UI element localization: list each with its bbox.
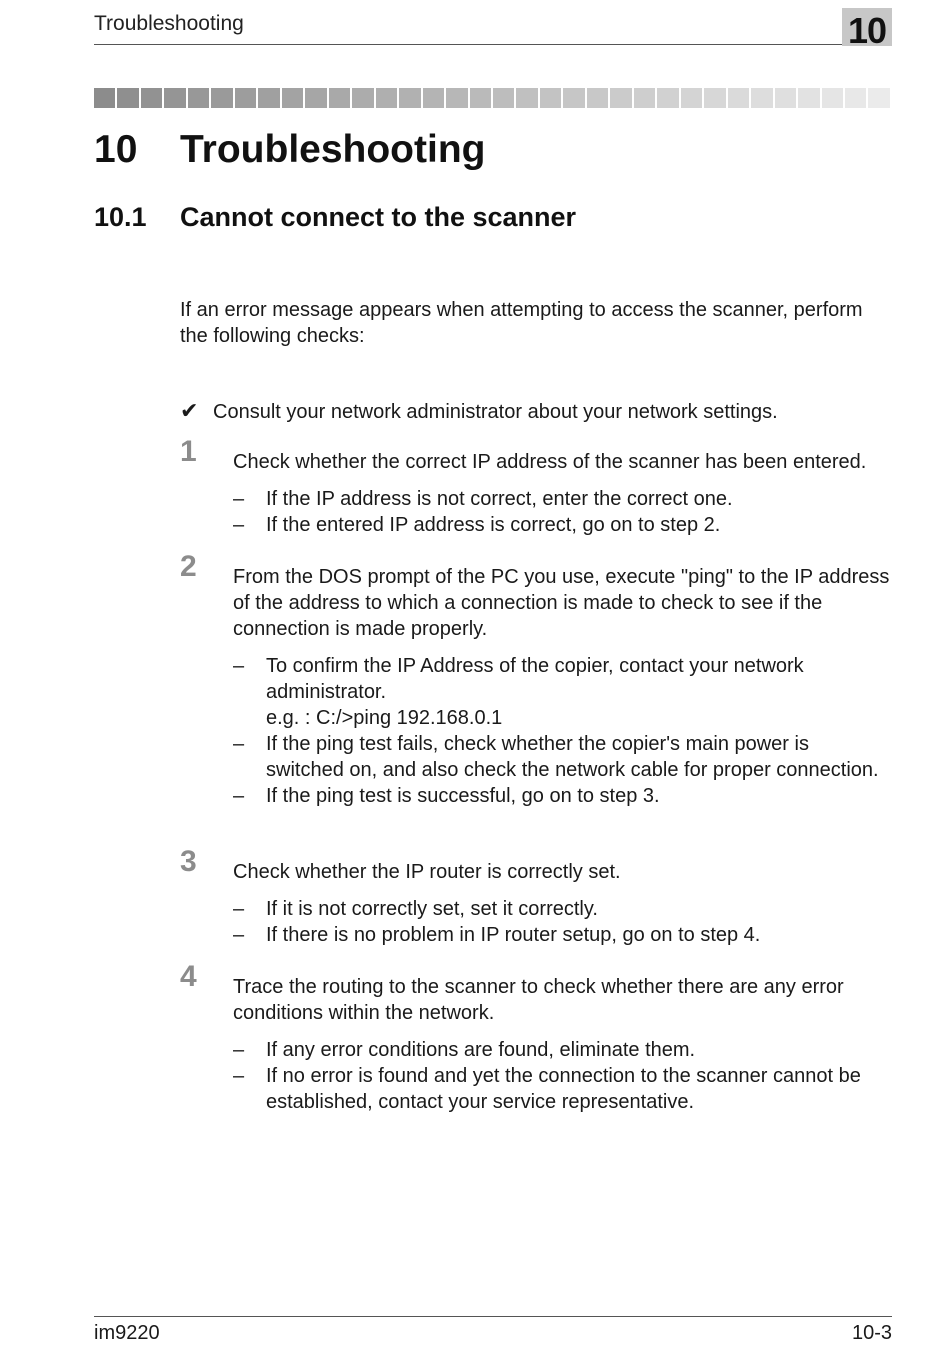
gradient-segment [235, 88, 256, 108]
gradient-segment [423, 88, 444, 108]
gradient-segment [329, 88, 350, 108]
substep: – If the ping test fails, check whether the copier's main power is switched on, and also check the network cable for proper connection. [233, 733, 879, 781]
chapter-heading-title: Troubleshooting [180, 128, 486, 171]
step-2 [180, 550, 892, 825]
gradient-segment [516, 88, 537, 108]
gradient-segment [540, 88, 561, 108]
ping-example: e.g. : C:/>ping 192.168.0.1 [266, 707, 503, 729]
step-text: Trace the routing to the scanner to check whether there are any error conditions within the network. [233, 976, 844, 1024]
dash-icon: – [233, 785, 245, 807]
step-substeps [233, 1037, 892, 1115]
gradient-segment [188, 88, 209, 108]
substep: – If the IP address is not correct, enter the correct one. [233, 488, 733, 510]
gradient-segment [798, 88, 819, 108]
decorative-gradient-bar [94, 88, 892, 108]
footer-page-number: 10-3 [851, 1322, 892, 1344]
gradient-segment [470, 88, 491, 108]
step-number: 4 [180, 960, 197, 993]
dash-icon: – [233, 924, 245, 946]
chapter-heading [94, 128, 485, 172]
footer-model: im9220 [94, 1322, 160, 1344]
substep: – If there is no problem in IP router setup, go on to step 4. [233, 924, 761, 946]
gradient-segment [775, 88, 796, 108]
gradient-segment [704, 88, 725, 108]
check-item-text: Consult your network administrator about your network settings. [213, 401, 778, 423]
gradient-segment [164, 88, 185, 108]
dash-icon: – [233, 1065, 245, 1087]
step-text: From the DOS prompt of the PC you use, execute "ping" to the IP address of the address to which a connection is made to check to see if the connection is made properly. [233, 566, 890, 640]
gradient-segment [493, 88, 514, 108]
gradient-segment [376, 88, 397, 108]
gradient-segment [822, 88, 843, 108]
substep: – If the entered IP address is correct, go on to step 2. [233, 514, 721, 536]
step-4 [180, 960, 892, 1131]
step-3 [180, 845, 892, 964]
dash-icon: – [233, 1039, 245, 1061]
gradient-segment [258, 88, 279, 108]
step-substeps [233, 486, 892, 538]
step-number: 2 [180, 550, 197, 583]
gradient-segment [141, 88, 162, 108]
gradient-segment [282, 88, 303, 108]
dash-icon: – [233, 655, 245, 677]
intro-paragraph: If an error message appears when attempting to access the scanner, perform the following checks: [180, 299, 863, 347]
chapter-heading-number: 10 [94, 128, 138, 171]
dash-icon: – [233, 514, 245, 536]
gradient-segment [305, 88, 326, 108]
gradient-segment [657, 88, 678, 108]
dash-icon: – [233, 488, 245, 510]
substep: – If the ping test is successful, go on to step 3. [233, 785, 660, 807]
gradient-segment [728, 88, 749, 108]
gradient-segment [563, 88, 584, 108]
substep: – To confirm the IP Address of the copier, contact your network administrator. e.g. : C:/>ping 192.168.0.1 [233, 653, 892, 731]
gradient-segment [751, 88, 772, 108]
gradient-segment [634, 88, 655, 108]
gradient-segment [399, 88, 420, 108]
step-substeps [233, 896, 892, 948]
gradient-segment [211, 88, 232, 108]
header-rule [94, 44, 892, 45]
dash-icon: – [233, 733, 245, 755]
step-number: 1 [180, 435, 197, 468]
dash-icon: – [233, 898, 245, 920]
substep: – If it is not correctly set, set it correctly. [233, 898, 598, 920]
section-heading-title: Cannot connect to the scanner [180, 202, 577, 232]
step-1 [180, 435, 892, 554]
section-heading [94, 202, 576, 233]
step-number: 3 [180, 845, 197, 878]
substep: – If no error is found and yet the connection to the scanner cannot be established, contact your service representative. [233, 1065, 861, 1113]
gradient-segment [868, 88, 889, 108]
check-item [180, 398, 778, 425]
gradient-segment [681, 88, 702, 108]
step-text: Check whether the IP router is correctly set. [233, 861, 621, 883]
checkmark-icon: ✔ [180, 398, 199, 423]
gradient-segment [94, 88, 115, 108]
footer-rule [94, 1316, 892, 1317]
section-heading-number: 10.1 [94, 202, 147, 232]
step-text: Check whether the correct IP address of the scanner has been entered. [233, 451, 867, 473]
substep: – If any error conditions are found, eliminate them. [233, 1039, 696, 1061]
gradient-segment [117, 88, 138, 108]
step-substeps [233, 653, 892, 809]
gradient-segment [845, 88, 866, 108]
gradient-segment [352, 88, 373, 108]
gradient-segment [446, 88, 467, 108]
running-header-title: Troubleshooting [94, 12, 244, 35]
chapter-number: 10 [848, 10, 887, 51]
gradient-segment [587, 88, 608, 108]
gradient-segment [610, 88, 631, 108]
